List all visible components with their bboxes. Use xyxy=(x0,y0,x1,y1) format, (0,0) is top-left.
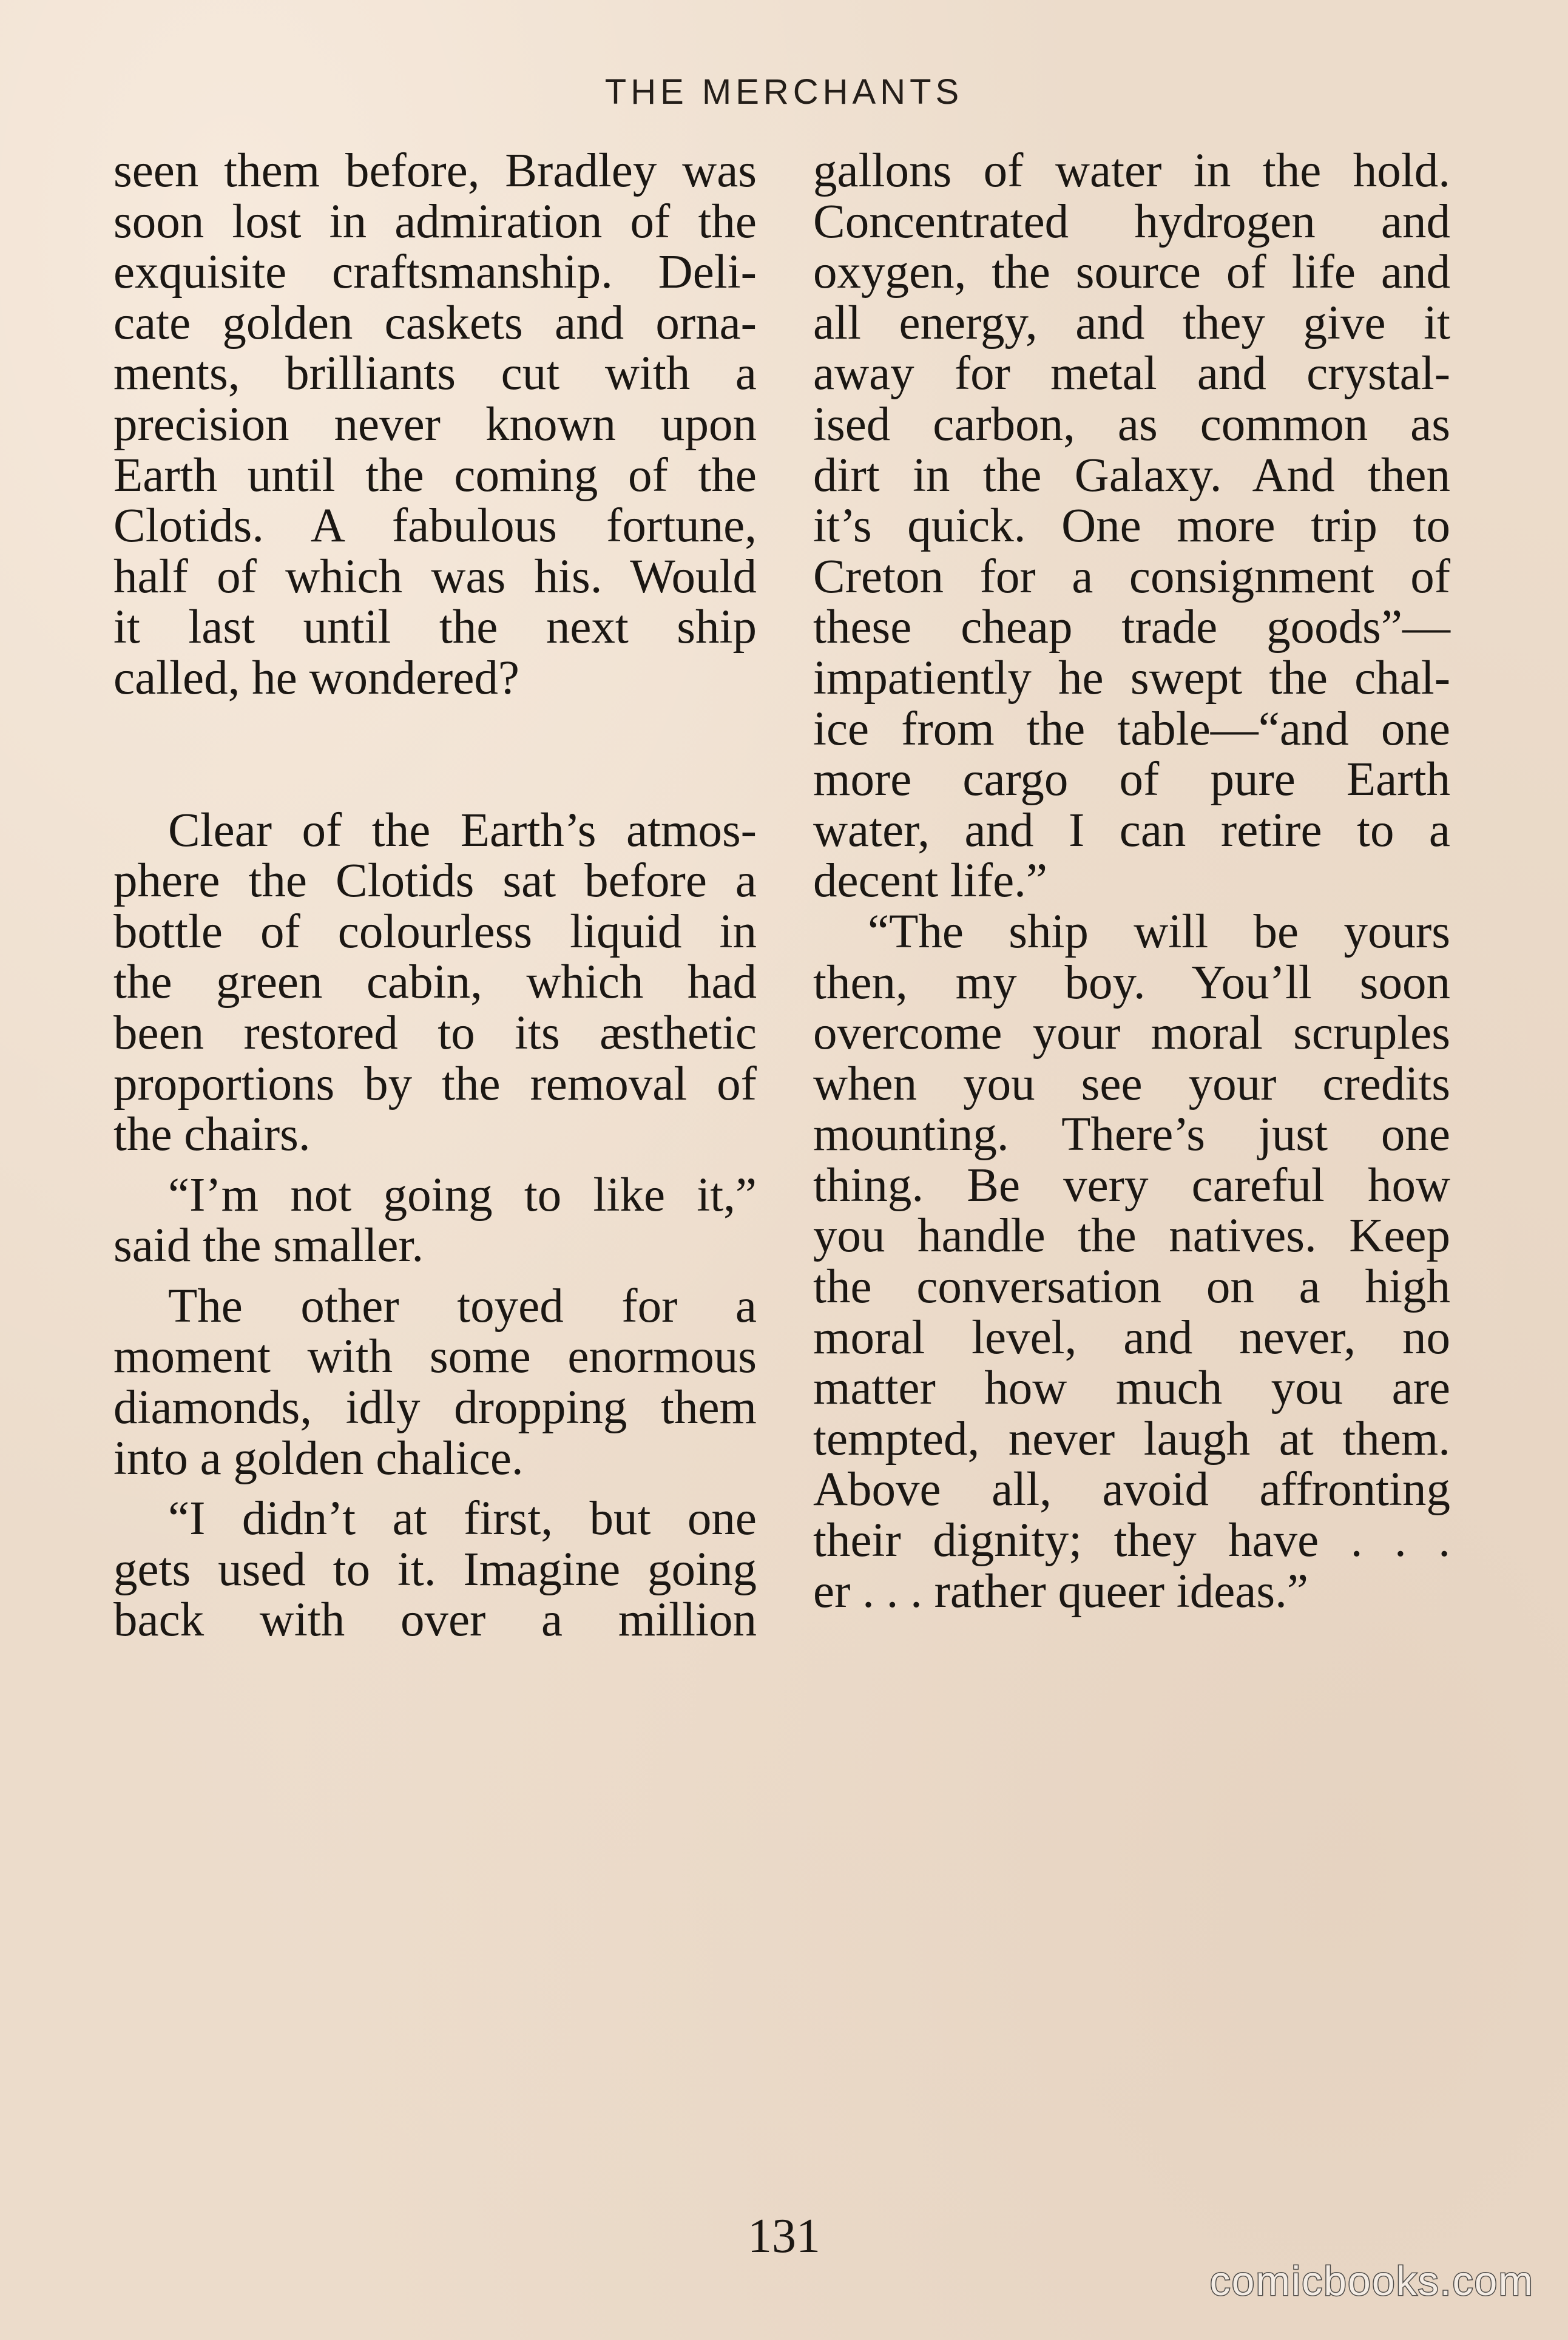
text-line: “The ship will be yours xyxy=(868,905,1450,958)
text-line: gets used to it. Imagine going xyxy=(113,1543,757,1596)
text-line: phere the Clotids sat before a xyxy=(113,854,757,908)
text-line: precision never known upon xyxy=(113,397,757,451)
section-break xyxy=(113,704,757,805)
text-line: soon lost in admiration of the xyxy=(113,195,757,248)
text-line: called, he wondered? xyxy=(113,651,519,705)
text-line: then, my boy. You’ll soon xyxy=(813,956,1450,1009)
text-line: the conversation on a high xyxy=(813,1260,1450,1314)
text-line: decent life.” xyxy=(813,854,1047,908)
text-line: Earth until the coming of the xyxy=(113,448,757,502)
text-line: tempted, never laugh at them. xyxy=(813,1412,1450,1466)
text-line: all energy, and they give it xyxy=(813,296,1450,350)
text-line: the chairs. xyxy=(113,1108,311,1162)
text-line: half of which was his. Would xyxy=(113,550,757,603)
text-line: proportions by the removal of xyxy=(113,1057,757,1111)
text-line: the green cabin, which had xyxy=(113,956,757,1009)
text-line: thing. Be very careful how xyxy=(813,1158,1450,1212)
text-line: their dignity; they have . . . xyxy=(813,1514,1450,1567)
text-line: matter how much you are xyxy=(813,1362,1450,1415)
running-head: THE MERCHANTS xyxy=(604,72,964,112)
text-line: exquisite craftsmanship. Deli- xyxy=(113,246,757,299)
text-line: seen them before, Bradley was xyxy=(113,144,757,197)
watermark: comicbooks.com xyxy=(1209,2258,1534,2304)
text-line: Above all, avoid affronting xyxy=(813,1463,1450,1517)
text-line: bottle of colourless liquid in xyxy=(113,905,757,958)
text-line: water, and I can retire to a xyxy=(813,803,1450,857)
text-line: Concentrated hydrogen and xyxy=(813,195,1450,248)
text-line: ised carbon, as common as xyxy=(813,397,1450,451)
text-line: it’s quick. One more trip to xyxy=(813,499,1450,553)
text-line: been restored to its æsthetic xyxy=(113,1006,757,1060)
text-line: Clear of the Earth’s atmos- xyxy=(168,803,757,857)
text-line: Clotids. A fabulous fortune, xyxy=(113,499,757,553)
text-line: cate golden caskets and orna- xyxy=(113,296,757,350)
text-line: ice from the table—“and one xyxy=(813,702,1450,756)
text-line: “I didn’t at first, but one xyxy=(168,1492,757,1546)
text-line: away for metal and crystal- xyxy=(813,347,1450,401)
right-text-column xyxy=(813,146,1450,1617)
text-line: when you see your credits xyxy=(813,1057,1450,1111)
text-line: said the smaller. xyxy=(113,1219,424,1273)
text-line: er . . . rather queer ideas.” xyxy=(813,1564,1308,1618)
left-text-column xyxy=(113,146,757,1646)
text-line: you handle the natives. Keep xyxy=(813,1209,1450,1263)
text-line: overcome your moral scruples xyxy=(813,1007,1450,1060)
text-line: gallons of water in the hold. xyxy=(813,144,1450,197)
text-line: “I’m not going to like it,” xyxy=(168,1168,757,1222)
text-line: back with over a million xyxy=(113,1594,757,1647)
text-line: more cargo of pure Earth xyxy=(813,753,1450,806)
text-line: dirt in the Galaxy. And then xyxy=(813,448,1450,502)
text-line: oxygen, the source of life and xyxy=(813,246,1450,299)
text-line: impatiently he swept the chal- xyxy=(813,651,1450,705)
text-line: moment with some enormous xyxy=(113,1330,757,1384)
text-line: mounting. There’s just one xyxy=(813,1108,1450,1162)
text-line: it last until the next ship xyxy=(113,601,757,654)
page-number: 131 xyxy=(748,2210,820,2263)
text-line: moral level, and never, no xyxy=(813,1311,1450,1364)
text-line: these cheap trade goods”— xyxy=(813,601,1450,654)
text-line: Creton for a consignment of xyxy=(813,550,1450,603)
text-line: ments, brilliants cut with a xyxy=(113,347,757,401)
text-line: diamonds, idly dropping them xyxy=(113,1381,757,1435)
text-line: The other toyed for a xyxy=(168,1279,757,1333)
text-line: into a golden chalice. xyxy=(113,1432,524,1485)
